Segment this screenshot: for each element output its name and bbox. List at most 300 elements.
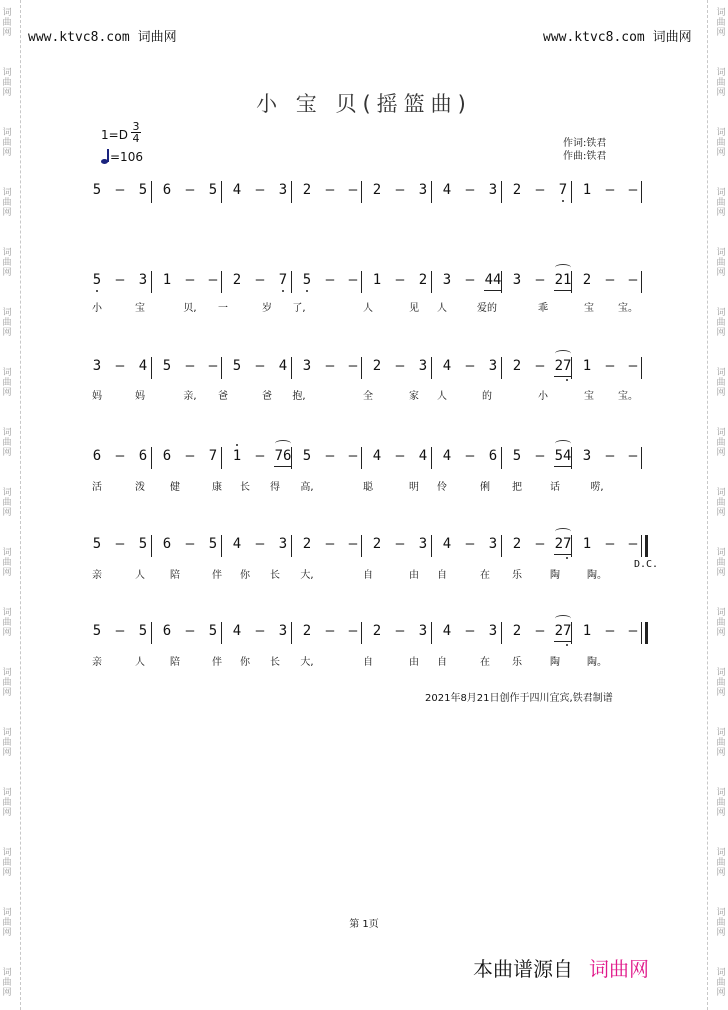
watermark-glyph: 词 [716, 128, 726, 138]
bar-line [291, 271, 292, 293]
bar-line [291, 357, 292, 379]
watermark-glyph: 曲 [2, 618, 12, 628]
bar-line [151, 535, 152, 557]
melody-note: 2 [372, 536, 382, 552]
watermark-glyph: 曲 [716, 618, 726, 628]
watermark-glyph: 词 [716, 248, 726, 258]
low-octave-dot [96, 290, 98, 292]
melody-note: 5 [138, 623, 148, 639]
melody-note: 5 [162, 358, 172, 374]
watermark-glyph: 词 [716, 68, 726, 78]
watermark-glyph: 曲 [2, 798, 12, 808]
watermark-glyph: 曲 [716, 858, 726, 868]
slur-arc [275, 440, 291, 447]
lyric-syllable: 人 [363, 303, 373, 314]
melody-note: 3 [442, 272, 452, 288]
watermark-glyph-group [715, 428, 727, 458]
lyric-syllable: 爸 [218, 391, 228, 402]
melody-note: 3 [302, 358, 312, 374]
melody-note: 3 [488, 358, 498, 374]
low-octave-dot [566, 644, 568, 646]
bar-line [501, 622, 502, 644]
melody-note: 4 [442, 536, 452, 552]
lyric-syllable: 自 [437, 570, 447, 581]
watermark-glyph-group [1, 248, 13, 278]
dash-extension: – [605, 272, 615, 288]
low-octave-dot [566, 557, 568, 559]
dash-extension: – [325, 536, 335, 552]
melody-line [92, 271, 657, 293]
melody-note: 5 [92, 182, 102, 198]
watermark-glyph: 词 [2, 608, 12, 618]
melody-note: 3 [278, 623, 288, 639]
melody-note: 4 [232, 536, 242, 552]
watermark-glyph: 网 [2, 388, 12, 398]
source-brand[interactable]: 词曲网 [589, 957, 649, 981]
dash-extension: – [628, 623, 638, 639]
slur-arc [555, 440, 571, 447]
lyric-syllable: 康 [212, 482, 222, 493]
bar-line [431, 357, 432, 379]
lyric-syllable: 聪 [363, 482, 373, 493]
melody-note: 1 [582, 358, 592, 374]
melody-note: 4 [372, 448, 382, 464]
watermark-glyph: 词 [2, 548, 12, 558]
watermark-glyph: 网 [2, 808, 12, 818]
watermark-glyph-group [1, 968, 13, 998]
dash-extension: – [185, 272, 195, 288]
watermark-glyph: 词 [716, 548, 726, 558]
dash-extension: – [535, 272, 545, 288]
lyric-syllable: 自 [363, 570, 373, 581]
melody-note: 5 [92, 536, 102, 552]
lyric-syllable: 亲 [92, 570, 102, 581]
watermark-glyph: 词 [716, 368, 726, 378]
dc-mark: D.C. [634, 559, 659, 570]
watermark-glyph-group [715, 728, 727, 758]
dash-extension: – [395, 536, 405, 552]
bar-line [641, 535, 642, 557]
watermark-glyph: 网 [716, 148, 726, 158]
melody-note: 5 [232, 358, 242, 374]
left-watermark-strip [1, 0, 13, 1010]
watermark-glyph: 网 [2, 988, 12, 998]
watermark-glyph: 词 [2, 488, 12, 498]
lyric-syllable: 小 [538, 391, 548, 402]
lyric-syllable: 在 [480, 657, 490, 668]
watermark-glyph-group [1, 428, 13, 458]
melody-note: 27 [554, 358, 572, 374]
lyric-syllable: 岁 [262, 303, 272, 314]
melody-line [92, 357, 657, 379]
lyric-syllable: 亲 [92, 657, 102, 668]
lyric-syllable: 一 [218, 303, 228, 314]
dash-extension: – [605, 623, 615, 639]
quarter-note-icon [101, 150, 110, 164]
watermark-glyph: 曲 [2, 918, 12, 928]
watermark-glyph-group [715, 968, 727, 998]
melody-note: 5 [512, 448, 522, 464]
watermark-glyph-group [1, 788, 13, 818]
melody-note: 3 [418, 536, 428, 552]
watermark-glyph: 网 [716, 28, 726, 38]
composer-credit: 作曲:铁君 [563, 151, 607, 162]
dash-extension: – [185, 623, 195, 639]
tempo-value: =106 [110, 150, 143, 164]
melody-note: 4 [232, 182, 242, 198]
watermark-glyph: 曲 [2, 318, 12, 328]
bar-line [151, 181, 152, 203]
melody-note: 2 [582, 272, 592, 288]
watermark-glyph: 曲 [716, 678, 726, 688]
watermark-glyph-group [715, 488, 727, 518]
dash-extension: – [348, 623, 358, 639]
bar-line [151, 622, 152, 644]
watermark-glyph-group [1, 188, 13, 218]
watermark-glyph: 网 [2, 148, 12, 158]
watermark-glyph-group [715, 368, 727, 398]
lyric-syllable: 伴 [212, 570, 222, 581]
watermark-glyph: 网 [716, 748, 726, 758]
dash-extension: – [395, 182, 405, 198]
bar-line [641, 447, 642, 469]
melody-note: 2 [418, 272, 428, 288]
key-signature: 1=D [101, 128, 128, 142]
source-footer[interactable] [473, 953, 649, 982]
bar-line [431, 622, 432, 644]
watermark-glyph: 曲 [2, 378, 12, 388]
dash-extension: – [395, 272, 405, 288]
lyric-syllable: 明 [409, 482, 419, 493]
watermark-glyph: 词 [2, 788, 12, 798]
melody-note: 5 [92, 272, 102, 288]
watermark-glyph: 网 [716, 988, 726, 998]
lyric-syllable: 宝 [135, 303, 145, 314]
dash-extension: – [115, 623, 125, 639]
watermark-glyph: 词 [2, 308, 12, 318]
melody-note: 3 [278, 182, 288, 198]
watermark-glyph-group [1, 368, 13, 398]
eighth-note-beam [554, 554, 572, 555]
watermark-glyph: 词 [2, 668, 12, 678]
dash-extension: – [325, 272, 335, 288]
melody-note: 7 [208, 448, 218, 464]
slur-arc [555, 528, 571, 535]
bar-line [361, 622, 362, 644]
watermark-glyph: 网 [2, 688, 12, 698]
eighth-note-beam [274, 466, 292, 467]
watermark-glyph-group [1, 548, 13, 578]
high-octave-dot [236, 444, 238, 446]
watermark-glyph: 网 [716, 928, 726, 938]
watermark-glyph: 网 [2, 868, 12, 878]
eighth-note-beam [554, 466, 572, 467]
page-number: 第 1页 [349, 919, 379, 930]
dash-extension: – [605, 358, 615, 374]
melody-note: 2 [302, 536, 312, 552]
watermark-glyph: 词 [2, 968, 12, 978]
melody-note: 4 [442, 182, 452, 198]
watermark-glyph: 曲 [716, 438, 726, 448]
watermark-glyph: 曲 [2, 18, 12, 28]
slur-arc [555, 350, 571, 357]
melody-note: 4 [442, 358, 452, 374]
melody-note: 2 [302, 182, 312, 198]
melody-note: 2 [302, 623, 312, 639]
bar-line [501, 357, 502, 379]
bar-line [361, 535, 362, 557]
watermark-glyph: 曲 [716, 978, 726, 988]
watermark-glyph: 网 [716, 388, 726, 398]
dash-extension: – [348, 536, 358, 552]
watermark-glyph: 曲 [716, 378, 726, 388]
watermark-glyph: 网 [716, 688, 726, 698]
lyric-line [92, 478, 657, 493]
watermark-glyph: 曲 [716, 318, 726, 328]
bar-line [361, 357, 362, 379]
lyric-syllable: 陶 [550, 657, 560, 668]
bar-line [571, 181, 572, 203]
watermark-glyph: 词 [2, 248, 12, 258]
watermark-glyph: 网 [716, 328, 726, 338]
eighth-note-beam [484, 290, 502, 291]
lyric-syllable: 由 [409, 570, 419, 581]
watermark-glyph-group [715, 128, 727, 158]
melody-note: 5 [208, 182, 218, 198]
lyric-syllable: 抱, [292, 391, 306, 402]
lyric-syllable: 全 [363, 391, 373, 402]
lyric-syllable: 活 [92, 482, 102, 493]
melody-note: 2 [372, 182, 382, 198]
watermark-glyph: 词 [716, 668, 726, 678]
melody-note: 3 [92, 358, 102, 374]
watermark-glyph: 网 [716, 568, 726, 578]
low-octave-dot [306, 290, 308, 292]
lyric-syllable: 陪 [170, 657, 180, 668]
melody-note: 4 [232, 623, 242, 639]
melody-note: 2 [512, 358, 522, 374]
dash-extension: – [348, 448, 358, 464]
eighth-note-beam [554, 376, 572, 377]
lyric-syllable: 乐 [512, 657, 522, 668]
right-watermark-strip [715, 0, 727, 1010]
watermark-glyph: 曲 [716, 78, 726, 88]
melody-note: 3 [418, 182, 428, 198]
melody-note: 1 [162, 272, 172, 288]
watermark-glyph-group [715, 188, 727, 218]
watermark-glyph: 词 [716, 8, 726, 18]
credits [563, 137, 606, 163]
dash-extension: – [255, 623, 265, 639]
melody-note: 3 [488, 623, 498, 639]
watermark-glyph: 词 [716, 908, 726, 918]
watermark-glyph-group [715, 848, 727, 878]
melody-note: 3 [512, 272, 522, 288]
dash-extension: – [185, 448, 195, 464]
dash-extension: – [325, 358, 335, 374]
slur-arc [555, 615, 571, 622]
lyric-syllable: 见 [409, 303, 419, 314]
watermark-glyph: 词 [2, 848, 12, 858]
bar-line [291, 622, 292, 644]
lyric-syllable: 俐 [480, 482, 490, 493]
watermark-glyph-group [715, 8, 727, 38]
eighth-note-beam [554, 641, 572, 642]
melody-note: 3 [418, 358, 428, 374]
lyric-syllable: 人 [135, 570, 145, 581]
watermark-glyph-group [1, 608, 13, 638]
dash-extension: – [465, 623, 475, 639]
melody-note: 4 [442, 623, 452, 639]
tempo-marking [101, 150, 143, 164]
watermark-glyph: 曲 [2, 78, 12, 88]
low-octave-dot [282, 290, 284, 292]
watermark-glyph: 网 [716, 448, 726, 458]
watermark-glyph-group [1, 8, 13, 38]
melody-note: 5 [208, 536, 218, 552]
slur-arc [555, 264, 571, 271]
watermark-glyph: 曲 [2, 498, 12, 508]
lyric-syllable: 话 [550, 482, 560, 493]
lyric-syllable: 乐 [512, 570, 522, 581]
lyric-syllable: 陶 [550, 570, 560, 581]
dash-extension: – [395, 623, 405, 639]
dash-extension: – [628, 272, 638, 288]
watermark-glyph: 曲 [716, 558, 726, 568]
bar-line [151, 357, 152, 379]
melody-note: 2 [372, 623, 382, 639]
lyric-syllable: 贝, [183, 303, 197, 314]
melody-note: 1 [232, 448, 242, 464]
watermark-glyph: 网 [2, 328, 12, 338]
dash-extension: – [535, 536, 545, 552]
bar-line [361, 447, 362, 469]
melody-line [92, 622, 657, 644]
source-label: 本曲谱源自 [473, 957, 573, 981]
watermark-glyph-group [1, 308, 13, 338]
watermark-glyph: 网 [716, 88, 726, 98]
dash-extension: – [255, 536, 265, 552]
dash-extension: – [255, 358, 265, 374]
bar-line [641, 357, 642, 379]
melody-note: 44 [484, 272, 502, 288]
watermark-glyph: 网 [716, 508, 726, 518]
melody-note: 5 [208, 623, 218, 639]
melody-note: 54 [554, 448, 572, 464]
lyric-syllable: 宝。 [618, 391, 638, 402]
right-cut-line [707, 0, 708, 1010]
melody-note: 7 [558, 182, 568, 198]
site-link-right[interactable]: www.ktvc8.com 词曲网 [543, 30, 692, 45]
lyric-syllable: 长 [270, 657, 280, 668]
melody-note: 2 [512, 623, 522, 639]
dash-extension: – [465, 272, 475, 288]
dash-extension: – [325, 623, 335, 639]
dash-extension: – [465, 182, 475, 198]
melody-note: 2 [372, 358, 382, 374]
watermark-glyph-group [715, 248, 727, 278]
low-octave-dot [562, 200, 564, 202]
bar-line [291, 535, 292, 557]
time-signature-bottom: 4 [132, 132, 140, 145]
lyric-syllable: 大, [300, 657, 314, 668]
lyric-syllable: 宝 [584, 391, 594, 402]
lyric-syllable: 宝 [584, 303, 594, 314]
left-cut-line [20, 0, 21, 1010]
watermark-glyph: 曲 [2, 858, 12, 868]
watermark-glyph: 曲 [716, 138, 726, 148]
bar-line [221, 535, 222, 557]
watermark-glyph: 网 [716, 208, 726, 218]
lyric-syllable: 小 [92, 303, 102, 314]
melody-line [92, 447, 657, 469]
dash-extension: – [115, 358, 125, 374]
lyric-syllable: 高, [300, 482, 314, 493]
dash-extension: – [255, 182, 265, 198]
melody-line [92, 535, 657, 557]
melody-note: 4 [418, 448, 428, 464]
dash-extension: – [395, 358, 405, 374]
lyric-line [92, 387, 657, 402]
watermark-glyph: 词 [716, 728, 726, 738]
melody-note: 27 [554, 623, 572, 639]
dash-extension: – [628, 358, 638, 374]
watermark-glyph: 曲 [716, 498, 726, 508]
lyric-syllable: 大, [300, 570, 314, 581]
lyric-syllable: 伶 [437, 482, 447, 493]
bar-line [431, 181, 432, 203]
melody-note: 27 [554, 536, 572, 552]
bar-line [431, 271, 432, 293]
watermark-glyph: 曲 [2, 678, 12, 688]
watermark-glyph: 网 [716, 268, 726, 278]
dash-extension: – [325, 182, 335, 198]
dash-extension: – [348, 182, 358, 198]
dash-extension: – [605, 536, 615, 552]
dash-extension: – [185, 182, 195, 198]
melody-note: 6 [138, 448, 148, 464]
melody-note: 6 [92, 448, 102, 464]
watermark-glyph: 词 [716, 188, 726, 198]
watermark-glyph: 词 [716, 488, 726, 498]
bar-line [501, 447, 502, 469]
dash-extension: – [115, 536, 125, 552]
melody-note: 2 [512, 182, 522, 198]
lyric-syllable: 宝。 [618, 303, 638, 314]
dash-extension: – [465, 358, 475, 374]
watermark-glyph: 曲 [716, 198, 726, 208]
dash-extension: – [628, 182, 638, 198]
lyric-syllable: 陶。 [587, 657, 607, 668]
lyric-line [92, 299, 657, 314]
melody-note: 6 [162, 448, 172, 464]
watermark-glyph: 词 [716, 608, 726, 618]
lyric-syllable: 在 [480, 570, 490, 581]
dash-extension: – [605, 448, 615, 464]
watermark-glyph: 词 [716, 968, 726, 978]
lyric-syllable: 了, [292, 303, 306, 314]
watermark-glyph-group [715, 608, 727, 638]
melody-note: 5 [92, 623, 102, 639]
dash-extension: – [325, 448, 335, 464]
site-link-left[interactable]: www.ktvc8.com 词曲网 [28, 30, 177, 45]
watermark-glyph: 网 [2, 748, 12, 758]
lyric-syllable: 人 [437, 391, 447, 402]
lyric-syllable: 长 [240, 482, 250, 493]
watermark-glyph: 词 [2, 428, 12, 438]
watermark-glyph: 词 [2, 368, 12, 378]
melody-note: 5 [138, 182, 148, 198]
